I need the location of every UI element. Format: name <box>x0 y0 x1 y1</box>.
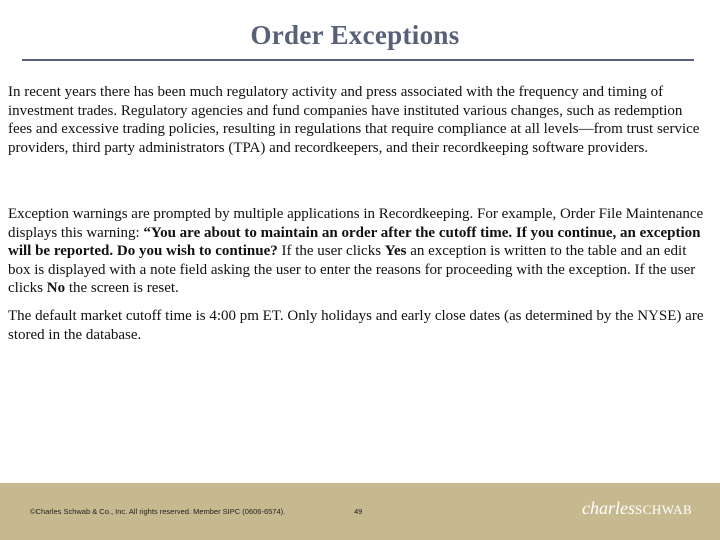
no-option-text: No <box>46 280 66 296</box>
page-number: 49 <box>354 507 363 516</box>
slide-title: Order Exceptions <box>250 20 460 50</box>
paragraph-tail-text: the screen is reset. <box>65 280 179 296</box>
warning-message-text: “You are about to maintain an order after the cutoff time. If you continue, an exception will be reported. Do you wish to continue? <box>8 224 701 259</box>
paragraph-exception-warnings <box>8 205 710 298</box>
title-divider <box>22 59 694 61</box>
logo-caps-text: SCHWAB <box>635 502 693 517</box>
paragraph-lead-text: Exception warnings are prompted by multiple applications in Recordkeeping. For example, Order File Maintenance displays this warning: <box>8 206 704 241</box>
charles-schwab-logo <box>582 498 692 519</box>
paragraph-mid-text-2: an exception is written to the table and an edit box is displayed with a note field asking the user to enter the reasons for proceeding with the exception. If the user clicks <box>8 243 696 296</box>
copyright-notice: ©Charles Schwab & Co., Inc. All rights reserved. Member SIPC (0606-6574). <box>30 507 286 516</box>
logo-script-text: charles <box>582 498 635 518</box>
paragraph-mid-text: If the user clicks <box>277 243 385 259</box>
footer-bar <box>0 483 720 540</box>
yes-option-text: Yes <box>384 243 407 259</box>
paragraph-regulatory-context: In recent years there has been much regulatory activity and press associated with the frequency and timing of investment trades. Regulatory agencies and fund companies have instituted various changes, such as redemption fees and excessive trading policies, resulting in regulations that require compliance at all levels—from trust service providers, third party administrators (TPA) and recordkeepers, and their recordkeeping software providers. <box>8 84 700 156</box>
paragraph-cutoff-time: The default market cutoff time is 4:00 pm ET. Only holidays and early close dates (as determined by the NYSE) are stored in the database. <box>8 308 704 343</box>
